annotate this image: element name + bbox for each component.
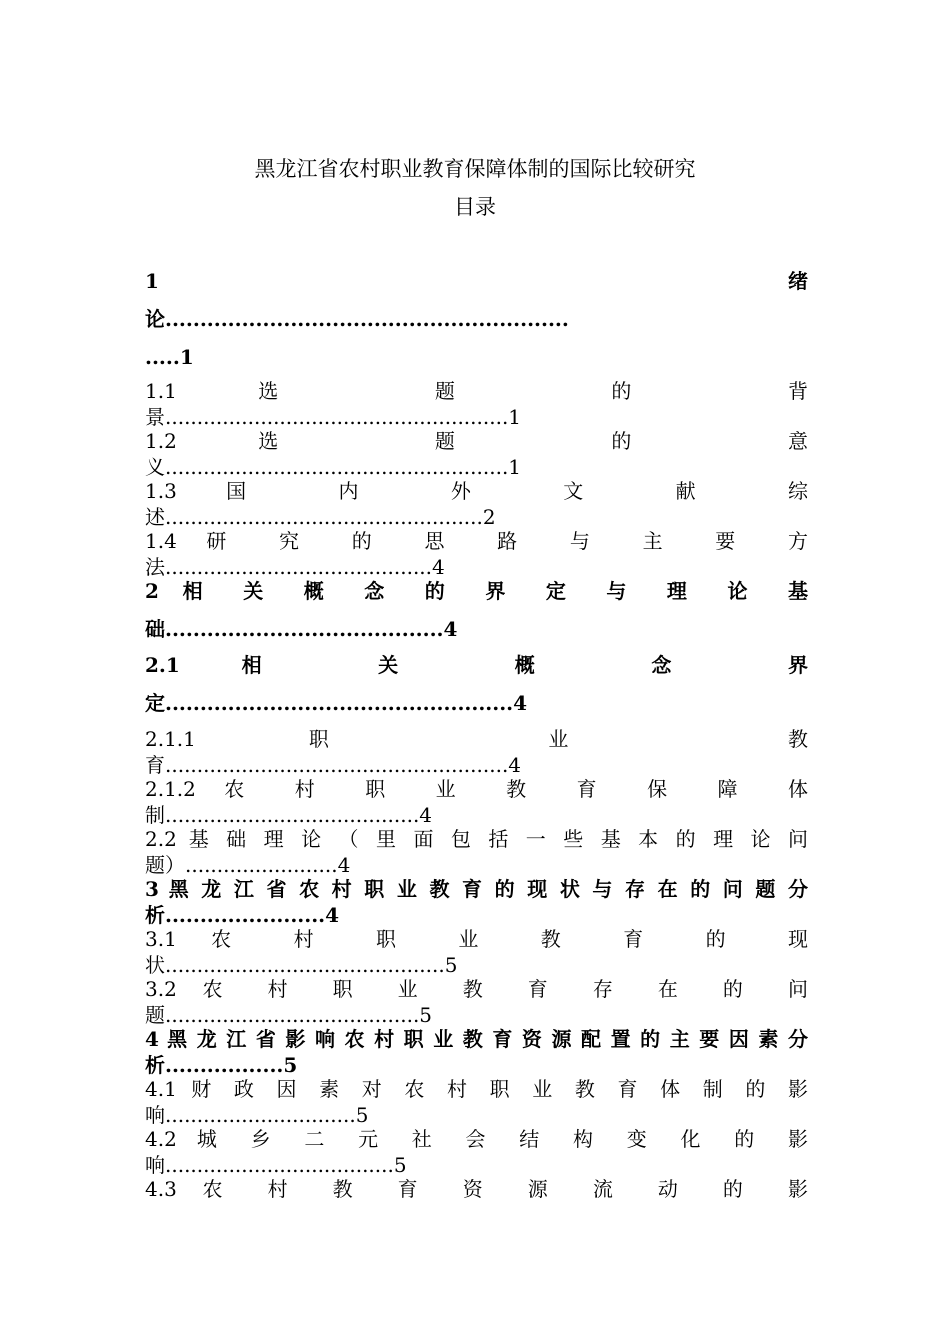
toc-entry-line: 1 绪 bbox=[145, 269, 808, 293]
toc-entry-line: 定..................................................4 bbox=[145, 691, 528, 715]
toc-entry-line: 响....................................5 bbox=[145, 1153, 407, 1177]
toc-entry-line: .....1 bbox=[145, 345, 194, 369]
toc-entry-line: 础........................................4 bbox=[145, 617, 458, 641]
toc-entry-line: 义......................................................1 bbox=[145, 455, 522, 479]
toc-entry-line: 3.2 农 村 职 业 教 育 存 在 的 问 bbox=[145, 977, 808, 1001]
toc-entry-line: 景......................................................1 bbox=[145, 405, 522, 429]
toc-entry-line: 4.1 财 政 因 素 对 农 村 职 业 教 育 体 制 的 影 bbox=[145, 1077, 808, 1101]
toc-entry-line: 析.......................4 bbox=[145, 903, 340, 927]
toc-entry-line: 状............................................5 bbox=[145, 953, 458, 977]
toc-entry-line: 2.2 基 础 理 论 （ 里 面 包 括 一 些 基 本 的 理 论 问 bbox=[145, 827, 808, 851]
toc-heading: 目录 bbox=[454, 195, 496, 219]
toc-entry-line: 1.4 研 究 的 思 路 与 主 要 方 bbox=[145, 529, 808, 553]
toc-entry-line: 1.3 国 内 外 文 献 综 bbox=[145, 479, 808, 503]
toc-entry-line: 2.1.2 农 村 职 业 教 育 保 障 体 bbox=[145, 777, 808, 801]
toc-entry-line: 2.1 相 关 概 念 界 bbox=[145, 653, 808, 677]
toc-entry-line: 题）........................4 bbox=[145, 853, 351, 877]
toc-entry-line: 1.1 选 题 的 背 bbox=[145, 379, 808, 403]
toc-entry-line: 4 黑 龙 江 省 影 响 农 村 职 业 教 育 资 源 配 置 的 主 要 因 素 分 bbox=[145, 1027, 808, 1051]
toc-entry-line: 析.................5 bbox=[145, 1053, 298, 1077]
toc-entry-line: 4.3 农 村 教 育 资 源 流 动 的 影 bbox=[145, 1177, 808, 1201]
toc-entry-line: 育......................................................4 bbox=[145, 753, 522, 777]
toc-entry-line: 3.1 农 村 职 业 教 育 的 现 bbox=[145, 927, 808, 951]
toc-entry-line: 制........................................4 bbox=[145, 803, 433, 827]
document-title: 黑龙江省农村职业教育保障体制的国际比较研究 bbox=[254, 157, 696, 181]
toc-entry-line: 1.2 选 题 的 意 bbox=[145, 429, 808, 453]
toc-entry-line: 论.......................................................... bbox=[145, 307, 569, 331]
toc-entry-line: 3 黑 龙 江 省 农 村 职 业 教 育 的 现 状 与 存 在 的 问 题 分 bbox=[145, 877, 808, 901]
toc-entry-line: 述..................................................2 bbox=[145, 505, 496, 529]
toc-entry-line: 4.2 城 乡 二 元 社 会 结 构 变 化 的 影 bbox=[145, 1127, 808, 1151]
toc-entry-line: 2 相 关 概 念 的 界 定 与 理 论 基 bbox=[145, 579, 808, 603]
toc-entry-line: 2.1.1 职 业 教 bbox=[145, 727, 808, 751]
toc-entry-line: 法..........................................4 bbox=[145, 555, 445, 579]
toc-entry-line: 响..............................5 bbox=[145, 1103, 369, 1127]
toc-entry-line: 题........................................5 bbox=[145, 1003, 433, 1027]
